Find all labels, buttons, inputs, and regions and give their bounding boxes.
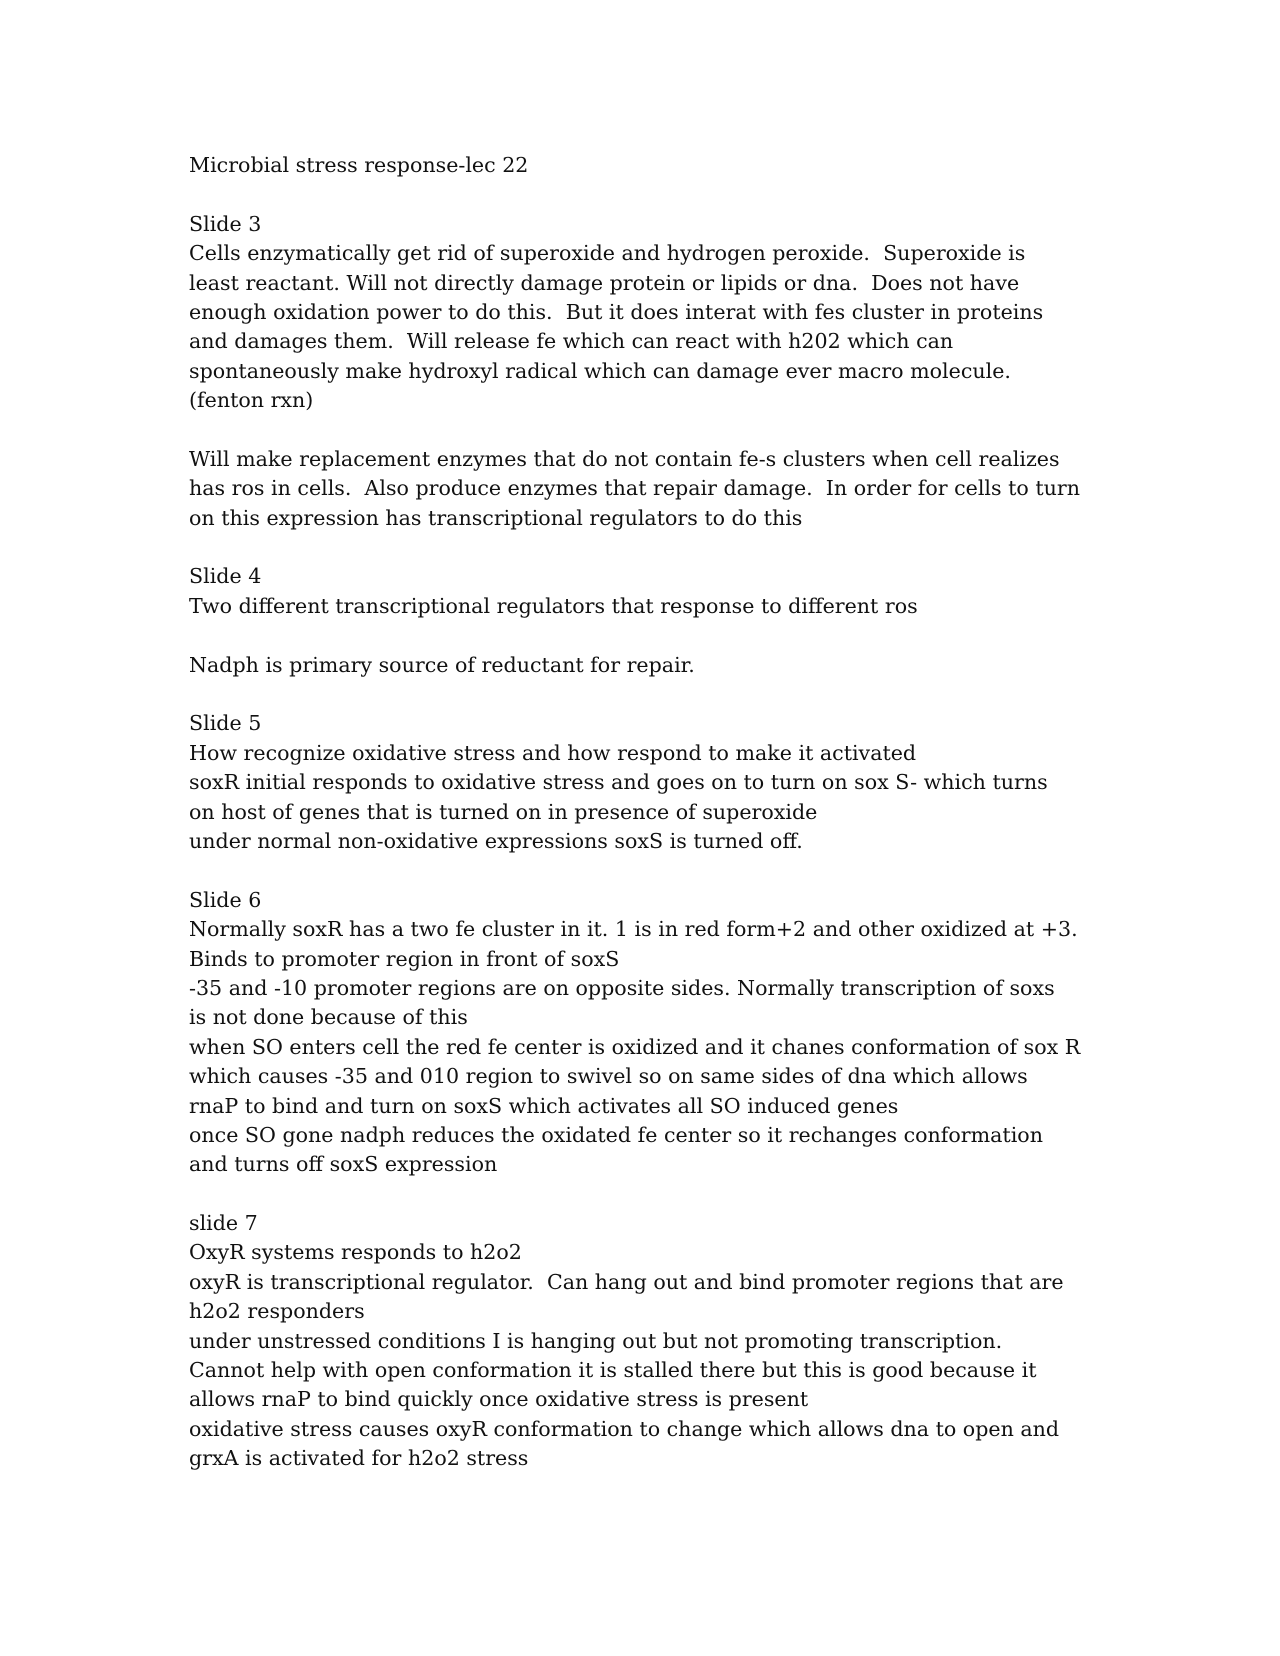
text-line: Two different transcriptional regulators that response to different ros — [189, 593, 918, 618]
document-body — [189, 151, 1189, 1474]
text-line: under normal non-oxidative expressions soxS is turned off. — [189, 828, 803, 853]
text-line: oxidative stress causes oxyR conformation to change which allows dna to open and — [189, 1416, 1060, 1441]
blank-line — [189, 856, 1189, 885]
text-line: enough oxidation power to do this. But it does interat with fes cluster in proteins — [189, 299, 1044, 324]
text-line: once SO gone nadph reduces the oxidated fe center so it rechanges conformation — [189, 1122, 1043, 1147]
text-line: on host of genes that is turned on in presence of superoxide — [189, 799, 818, 824]
text-line: How recognize oxidative stress and how respond to make it activated — [189, 740, 917, 765]
section-heading: Slide 3 — [189, 211, 262, 236]
blank-line — [189, 621, 1189, 650]
text-line: h2o2 responders — [189, 1299, 365, 1324]
section-heading: Slide 6 — [189, 887, 262, 912]
text-line: Nadph is primary source of reductant for repair. — [189, 652, 695, 677]
text-line: soxR initial responds to oxidative stress and goes on to turn on sox S- which turns — [189, 770, 1048, 795]
section-heading: Slide 4 — [189, 564, 262, 589]
text-line: grxA is activated for h2o2 stress — [189, 1446, 529, 1471]
text-line: (fenton rxn) — [189, 388, 314, 413]
blank-line — [189, 533, 1189, 562]
blank-line — [189, 416, 1189, 445]
blank-line — [189, 680, 1189, 709]
text-line: has ros in cells. Also produce enzymes that repair damage. In order for cells to turn — [189, 476, 1081, 501]
text-line: on this expression has transcriptional regulators to do this — [189, 505, 803, 530]
text-line: least reactant. Will not directly damage protein or lipids or dna. Does not have — [189, 270, 1020, 295]
document-title: Microbial stress response-lec 22 — [189, 153, 529, 177]
text-line: and damages them. Will release fe which can react with h202 which can — [189, 329, 954, 354]
text-line: -35 and -10 promoter regions are on opposite sides. Normally transcription of soxs — [189, 975, 1055, 1000]
text-line: allows rnaP to bind quickly once oxidative stress is present — [189, 1387, 809, 1412]
text-line: which causes -35 and 010 region to swivel so on same sides of dna which allows — [189, 1064, 1028, 1089]
text-line: rnaP to bind and turn on soxS which activates all SO induced genes — [189, 1093, 899, 1118]
text-line: under unstressed conditions I is hanging out but not promoting transcription. — [189, 1328, 1003, 1353]
text-line: Normally soxR has a two fe cluster in it. 1 is in red form+2 and other oxidized at +3. — [189, 917, 1078, 942]
text-line: OxyR systems responds to h2o2 — [189, 1240, 522, 1265]
text-line: oxyR is transcriptional regulator. Can hang out and bind promoter regions that are — [189, 1269, 1064, 1294]
text-line: is not done because of this — [189, 1005, 468, 1030]
text-line: Cells enzymatically get rid of superoxide and hydrogen peroxide. Superoxide is — [189, 241, 1026, 266]
text-line: Binds to promoter region in front of soxS — [189, 946, 620, 971]
text-line: when SO enters cell the red fe center is oxidized and it chanes conformation of sox R — [189, 1034, 1081, 1059]
text-line: Cannot help with open conformation it is stalled there but this is good because it — [189, 1358, 1037, 1383]
blank-line — [189, 180, 1189, 209]
text-line: and turns off soxS expression — [189, 1152, 498, 1177]
text-line: Will make replacement enzymes that do not contain fe-s clusters when cell realizes — [189, 446, 1060, 471]
blank-line — [189, 1180, 1189, 1209]
text-line: spontaneously make hydroxyl radical which can damage ever macro molecule. — [189, 358, 1011, 383]
section-heading: slide 7 — [189, 1211, 258, 1236]
section-heading: Slide 5 — [189, 711, 262, 736]
